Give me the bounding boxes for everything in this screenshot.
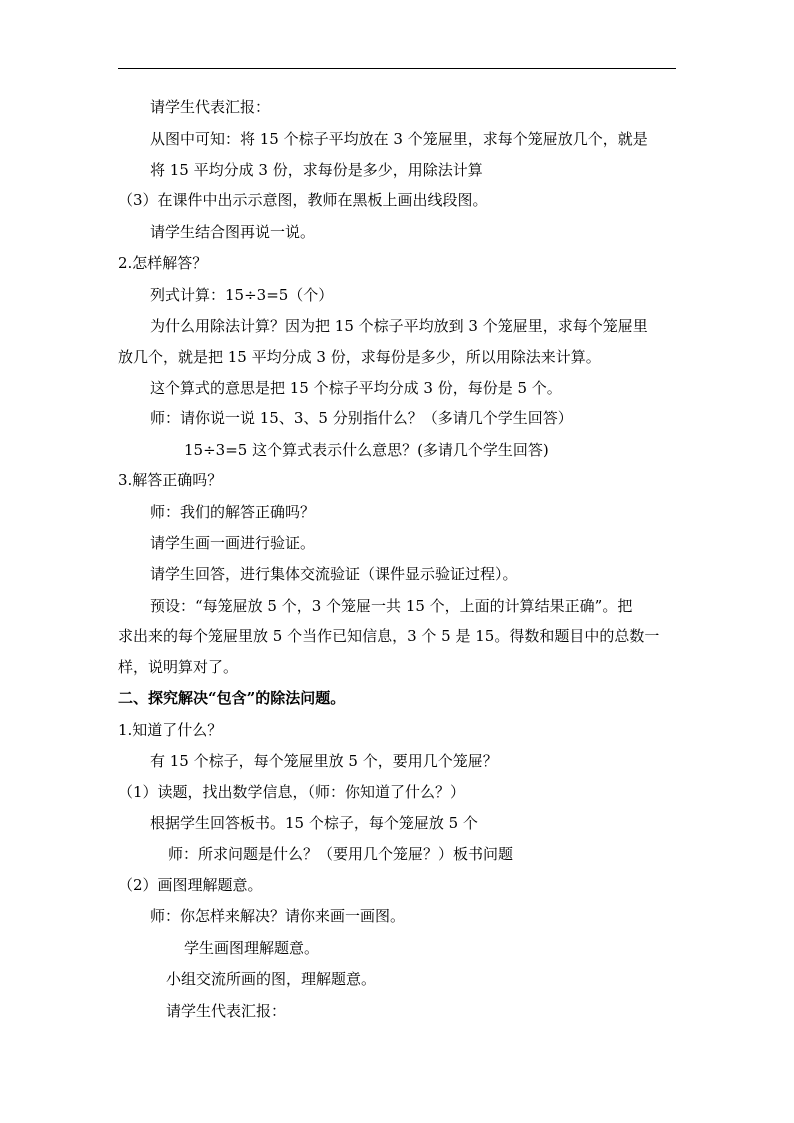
paragraph-line: 学生画图理解题意。: [184, 939, 320, 957]
paragraph-line: 为什么用除法计算？因为把 15 个棕子平均放到 3 个笼屉里，求每个笼屉里: [150, 317, 648, 335]
paragraph-line: 预设：“每笼屉放 5 个，3 个笼屉一共 15 个，上面的计算结果正确”。把: [150, 597, 633, 615]
paragraph-line: 求出来的每个笼屉里放 5 个当作已知信息，3 个 5 是 15。得数和题目中的总数一: [118, 627, 660, 645]
paragraph-line: 15÷3=5 这个算式表示什么意思？(多请几个学生回答): [184, 441, 549, 459]
section-heading: 2.怎样解答？: [118, 254, 208, 272]
paragraph-line: 列式计算：15÷3=5（个）: [150, 286, 334, 304]
paragraph-line: （1）读题，找出数学信息，（师：你知道了什么？）: [118, 783, 466, 801]
paragraph-line: 样，说明算对了。: [118, 658, 239, 676]
paragraph-line: 请学生代表汇报：: [166, 1002, 287, 1020]
paragraph-line: 请学生结合图再说一说。: [150, 223, 316, 241]
problem-statement: 有 15 个棕子，每个笼屉里放 5 个，要用几个笼屉？: [150, 752, 498, 770]
part-heading: 二、探究解决“包含”的除法问题。: [118, 689, 346, 707]
paragraph-line: 将 15 平均分成 3 份，求每份是多少，用除法计算: [150, 161, 483, 179]
paragraph-line: 根据学生回答板书。15 个棕子，每个笼屉放 5 个: [150, 814, 478, 832]
paragraph-line: 师：你怎样来解决？请你来画一画图。: [150, 907, 406, 925]
paragraph-line: 请学生代表汇报：: [150, 98, 271, 116]
paragraph-line: （3）在课件中出示示意图，教师在黑板上画出线段图。: [118, 191, 488, 209]
paragraph-line: 请学生画一画进行验证。: [150, 534, 316, 552]
paragraph-line: 从图中可知：将 15 个棕子平均放在 3 个笼屉里，求每个笼屉放几个，就是: [150, 130, 648, 148]
paragraph-line: 师：我们的解答正确吗？: [150, 503, 316, 521]
section-heading: 1.知道了什么？: [118, 721, 223, 739]
header-rule: [118, 68, 676, 69]
section-heading: 3.解答正确吗？: [118, 471, 223, 489]
paragraph-line: 请学生回答，进行集体交流验证（课件显示验证过程）。: [150, 565, 518, 583]
paragraph-line: 放几个，就是把 15 平均分成 3 份，求每份是多少，所以用除法来计算。: [118, 348, 601, 366]
paragraph-line: （2）画图理解题意。: [118, 876, 263, 894]
paragraph-line: 师：所求问题是什么？（要用几个笼屉？）板书问题: [168, 845, 514, 863]
paragraph-line: 小组交流所画的图，理解题意。: [166, 970, 377, 988]
paragraph-line: 师：请你说一说 15、3、5 分别指什么？（多请几个学生回答）: [150, 409, 573, 427]
paragraph-line: 这个算式的意思是把 15 个棕子平均分成 3 份，每份是 5 个。: [150, 379, 562, 397]
